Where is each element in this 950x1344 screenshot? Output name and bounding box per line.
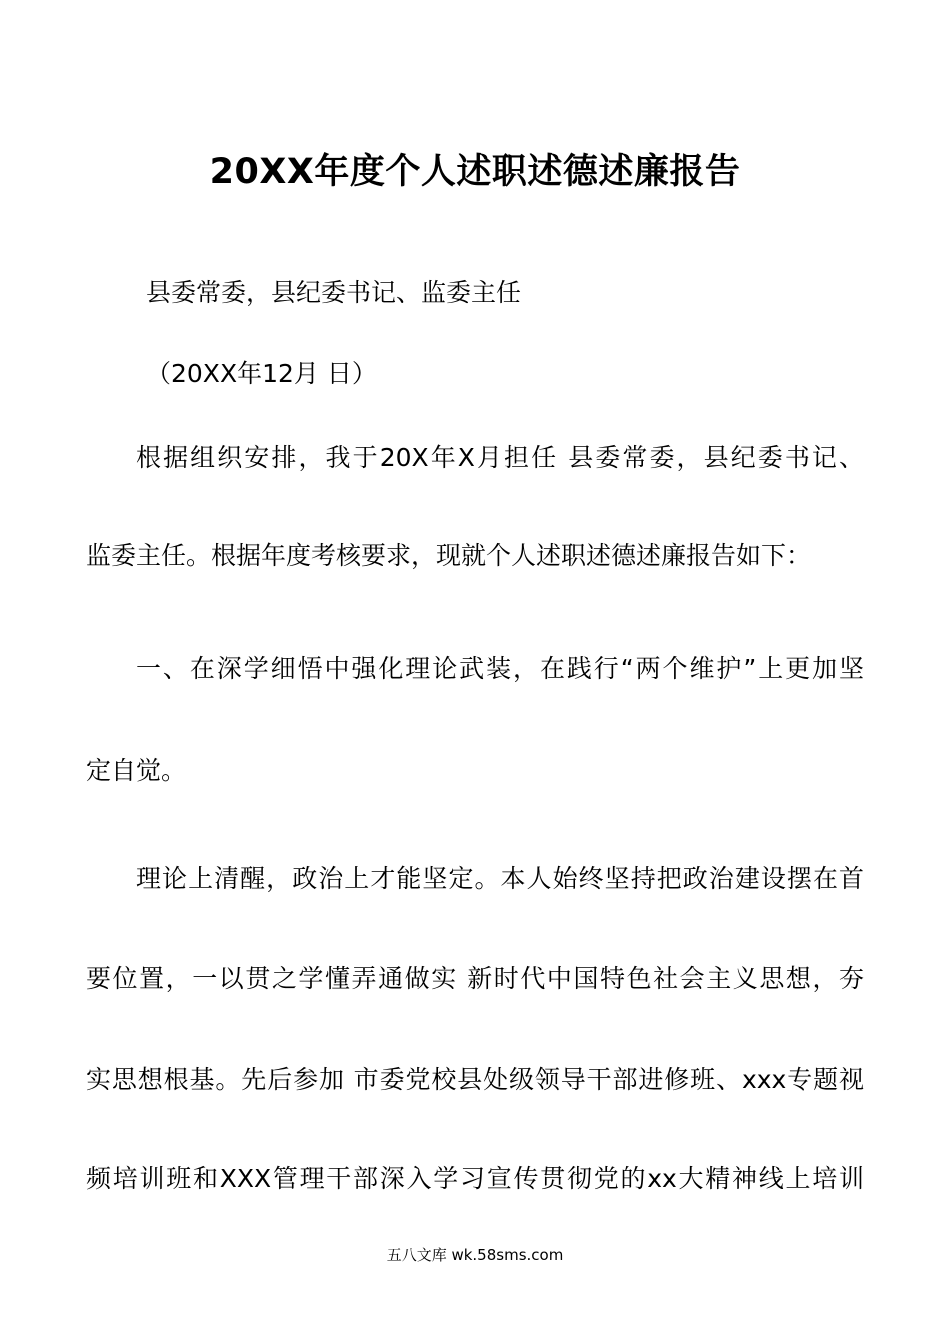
paragraph2-line4: 频培训班和XXX管理干部深入学习宣传贯彻党的xx大精神线上培训 xyxy=(86,1164,864,1193)
paragraph2-line2: 要位置，一以贯之学懂弄通做实 新时代中国特色社会主义思想，夯 xyxy=(86,964,864,993)
section1-heading-line2: 定自觉。 xyxy=(86,756,187,785)
paragraph2-line1: 理论上清醒，政治上才能坚定。本人始终坚持把政治建设摆在首 xyxy=(136,864,864,893)
section1-heading-line1: 一、在深学细悟中强化理论武装，在践行“两个维护”上更加坚 xyxy=(136,654,864,683)
paragraph2-line3: 实思想根基。先后参加 市委党校县处级领导干部进修班、xxx专题视 xyxy=(86,1065,864,1094)
paragraph1-line1: 根据组织安排，我于20X年X月担任 县委常委，县纪委书记、 xyxy=(136,443,864,472)
footer-watermark: 五八文库 wk.58sms.com xyxy=(386,1246,564,1264)
paragraph1-line2: 监委主任。根据年度考核要求，现就个人述职述德述廉报告如下： xyxy=(86,541,812,570)
document-title: 20XX年度个人述职述德述廉报告 xyxy=(209,152,741,192)
author-line: 县委常委，县纪委书记、监委主任 xyxy=(146,278,522,307)
date-line: （20XX年12月 日） xyxy=(146,359,377,388)
